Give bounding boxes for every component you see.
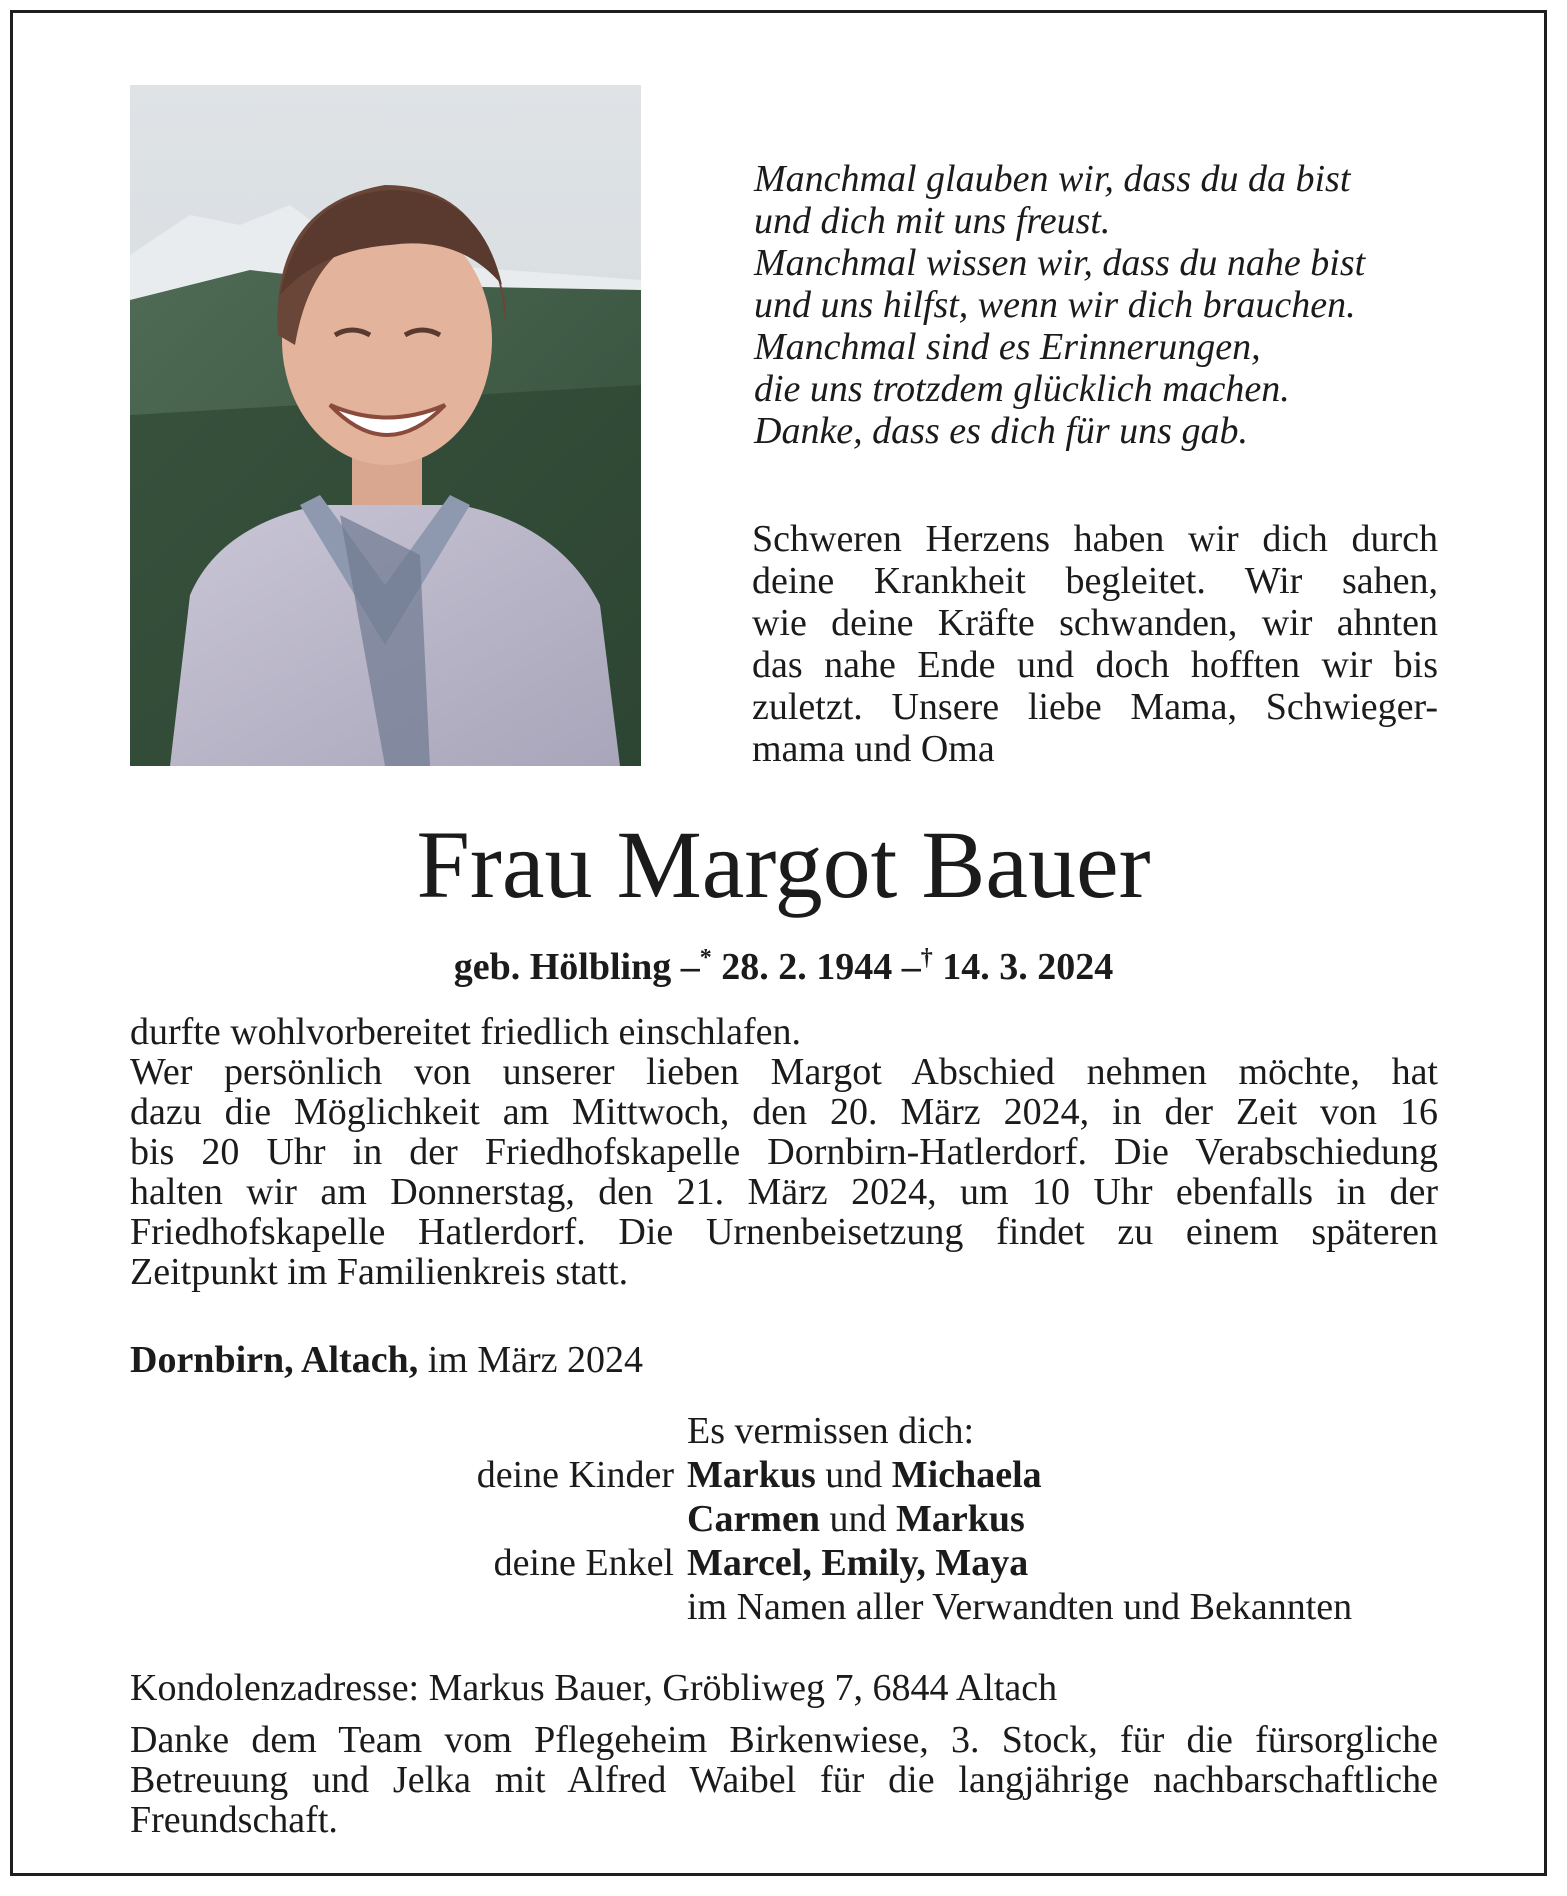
intro-line: Schweren Herzens haben wir dich durch — [752, 518, 1438, 560]
poem-line: Danke, dass es dich für uns gab. — [754, 410, 1248, 452]
maiden-name: geb. Hölbling — [453, 946, 672, 988]
mourners-heading: Es vermissen dich: — [687, 1410, 975, 1452]
intro-line: wie deine Kräfte schwanden, wir ahnten — [752, 602, 1438, 644]
intro-line: mama und Oma — [752, 728, 995, 770]
thanks-text — [130, 1720, 1438, 1840]
birth-symbol: * — [699, 945, 712, 971]
portrait-photo — [130, 85, 641, 766]
place-date — [130, 1338, 1130, 1382]
body-text — [130, 1012, 1438, 1292]
child-name: Michaela — [891, 1454, 1042, 1496]
thanks-line: Danke dem Team vom Pflegeheim Birkenwiese, 3. Stock, für die fürsorgliche — [130, 1719, 1438, 1761]
life-dates — [0, 935, 1567, 990]
mourners-closing: im Namen aller Verwandten und Bekannten — [687, 1586, 1353, 1628]
death-symbol: † — [920, 945, 933, 971]
intro-text — [752, 518, 1438, 770]
thanks-line: Betreuung und Jelka mit Alfred Waibel für die langjährige nachbarschaftliche — [130, 1759, 1438, 1801]
and-word: und — [829, 1498, 887, 1540]
grandchildren-names — [687, 1541, 1028, 1585]
intro-line: das nahe Ende und doch hofften wir bis — [752, 644, 1438, 686]
thanks-line: Freundschaft. — [130, 1799, 338, 1841]
separator: – — [901, 946, 921, 988]
separator: – — [680, 946, 700, 988]
death-date: 14. 3. 2024 — [942, 946, 1114, 988]
body-line: halten wir am Donnerstag, den 21. März 2024, um 10 Uhr ebenfalls in der — [130, 1171, 1438, 1213]
place-date-text: im März 2024 — [427, 1339, 643, 1381]
child-name: Carmen — [687, 1498, 820, 1540]
children-row-1 — [687, 1453, 1042, 1497]
grandchild-names: Marcel, Emily, Maya — [687, 1542, 1029, 1584]
intro-line: zuletzt. Unsere liebe Mama, Schwieger- — [752, 686, 1438, 728]
mourners-list — [130, 1409, 1438, 1629]
body-line: bis 20 Uhr in der Friedhofskapelle Dornbirn-Hatlerdorf. Die Verabschiedung — [130, 1131, 1438, 1173]
body-line: durfte wohlvorbereitet friedlich einschlafen. — [130, 1011, 802, 1053]
poem — [754, 158, 1454, 452]
children-label: deine Kinder — [476, 1454, 674, 1496]
poem-line: die uns trotzdem glücklich machen. — [754, 368, 1290, 410]
condolence-address: Kondolenzadresse: Markus Bauer, Gröbliweg 7, 6844 Altach — [130, 1667, 1058, 1709]
poem-line: und dich mit uns freust. — [754, 200, 1111, 242]
poem-line: Manchmal sind es Erinnerungen, — [754, 326, 1261, 368]
child-name: Markus — [895, 1498, 1025, 1540]
children-row-2 — [687, 1497, 1025, 1541]
birth-date: 28. 2. 1944 — [721, 946, 893, 988]
place-names: Dornbirn, Altach, — [130, 1339, 419, 1381]
body-line: Zeitpunkt im Familienkreis statt. — [130, 1251, 629, 1293]
and-word: und — [825, 1454, 883, 1496]
body-line: Friedhofskapelle Hatlerdorf. Die Urnenbeisetzung findet zu einem späteren — [130, 1211, 1438, 1253]
poem-line: und uns hilfst, wenn wir dich brauchen. — [754, 284, 1356, 326]
poem-line: Manchmal glauben wir, dass du da bist — [754, 158, 1351, 200]
intro-line: deine Krankheit begleitet. Wir sahen, — [752, 560, 1438, 602]
child-name: Markus — [687, 1454, 816, 1496]
grandchildren-label: deine Enkel — [493, 1542, 674, 1584]
deceased-name: Frau Margot Bauer — [416, 811, 1151, 918]
body-line: Wer persönlich von unserer lieben Margot Abschied nehmen möchte, hat — [130, 1051, 1438, 1093]
poem-line: Manchmal wissen wir, dass du nahe bist — [754, 242, 1366, 284]
body-line: dazu die Möglichkeit am Mittwoch, den 20. März 2024, in der Zeit von 16 — [130, 1091, 1438, 1133]
